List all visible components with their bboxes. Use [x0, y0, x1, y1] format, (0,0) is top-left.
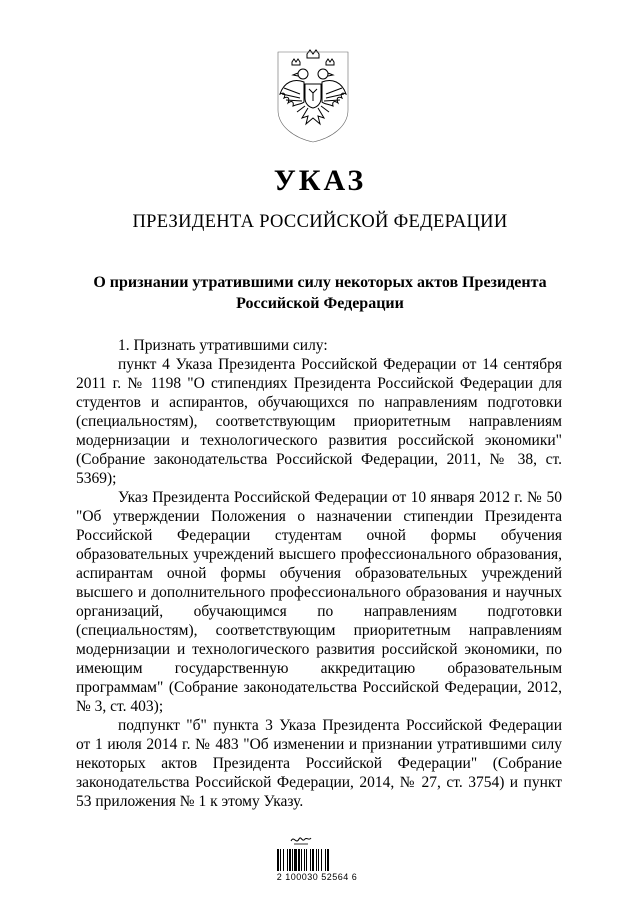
- paragraph-2: пункт 4 Указа Президента Российской Федерации от 14 сентября 2011 г. № 1198 "О стипендиях Президента Российской Федерации для студентов и аспирантов, обучающихся по направлениям подготовки (специальностям), соответствующим приоритетным направлениям модернизации и технологического развития российской экономики" (Собрание законодательства Российской Федерации, 2011, № 38, ст. 5369);: [76, 356, 562, 487]
- paragraph-3: Указ Президента Российской Федерации от 10 января 2012 г. № 50 "Об утверждении Положения о назначении стипендии Президента Российской Федерации студентам очной формы обучения образовательных учреждений высшего профессионального образования, аспирантам очной формы обучения образовательных учреждений высшего и дополнительного профессионального образования и научных организаций, обучающимся по направлениям подготовки (специальностям), соответствующим приоритетным направлениям модернизации и технологического развития российской экономики, по имеющим государственную аккредитацию образовательным программам" (Собрание законодательства Российской Федерации, 2012, № 3, ст. 403);: [76, 489, 562, 715]
- coat-of-arms-icon: [276, 48, 350, 144]
- barcode-number: 2 100030 52564 6: [276, 872, 358, 882]
- paragraph-4: подпункт "б" пункта 3 Указа Президента Российской Федерации от 1 июля 2014 г. № 483 "Об изменении и признании утратившими силу некоторых актов Президента Российской Федерации" (Собрание законодательства Российской Федерации, 2014, № 27, ст. 3754) и пункт 53 приложения № 1 к этому Указу.: [76, 717, 562, 810]
- barcode-icon: [276, 849, 354, 871]
- signature-mark-icon: [290, 833, 312, 845]
- document-body: [76, 336, 562, 811]
- document-subtitle: ПРЕЗИДЕНТА РОССИЙСКОЙ ФЕДЕРАЦИИ: [132, 212, 508, 232]
- document-heading: О признании утратившими силу некоторых актов Президента Российской Федерации: [93, 274, 547, 312]
- paragraph-1: 1. Признать утратившими силу:: [118, 337, 328, 354]
- document-title: УКАЗ: [273, 164, 367, 197]
